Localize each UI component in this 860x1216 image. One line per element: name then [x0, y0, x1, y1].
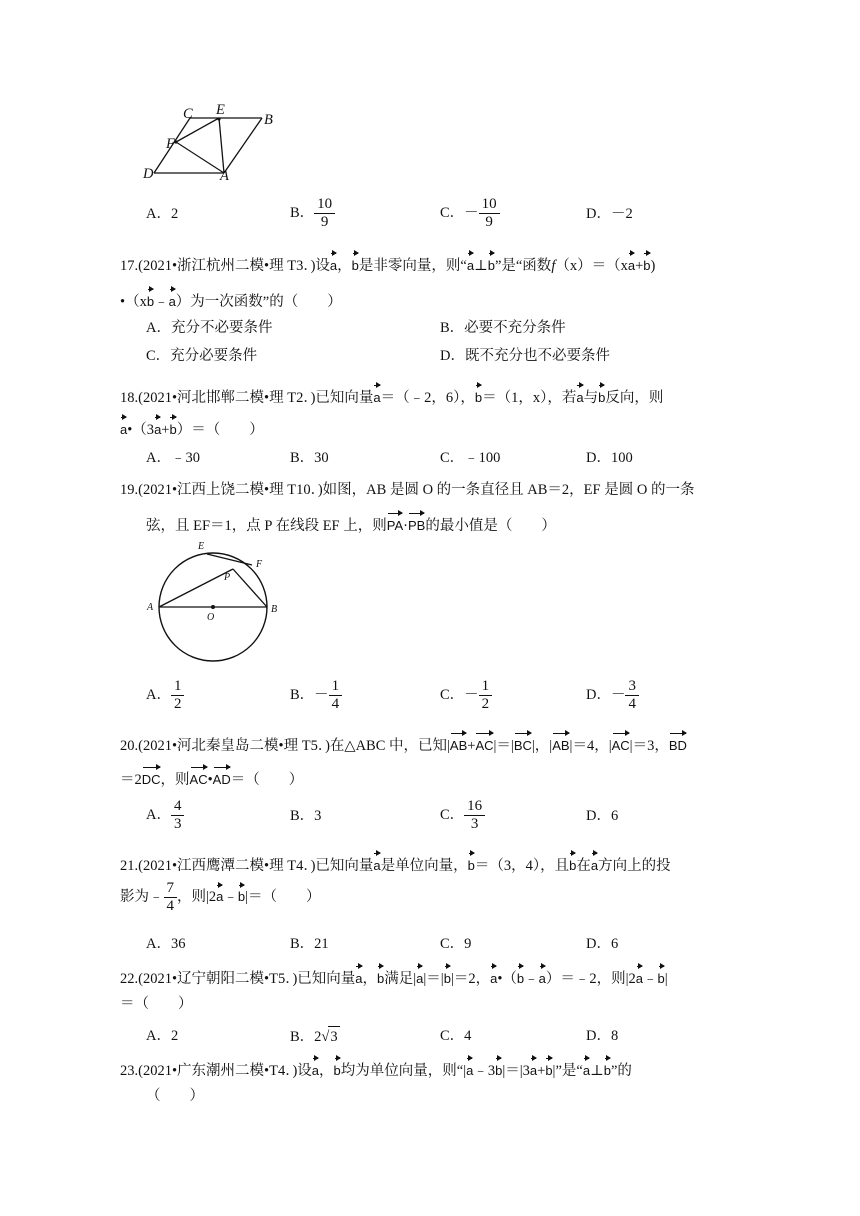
q18-option-c: C．﹣100 — [440, 450, 501, 466]
q19-option-c: C．－ $\frac{1}{2}$ — [440, 678, 492, 713]
q17-option-d: D．既不充分也不必要条件 — [440, 348, 610, 364]
q21-option-a: A．36 — [146, 936, 186, 952]
q22-option-b: B．2√3 — [290, 1026, 340, 1047]
q20-option-c: C． $\frac{16}{3}$ — [440, 798, 485, 833]
q20-option-a: A． $\frac{4}{3}$ — [146, 798, 184, 833]
q17-line2: •（xb﹣a）为一次函数”的（ ） — [120, 286, 342, 312]
label-c: C — [183, 106, 193, 122]
q22-option-a: A．2 — [146, 1028, 179, 1044]
q22-option-d: D．8 — [586, 1028, 619, 1044]
q16-option-b: B． $\frac{10}{9}$ — [290, 196, 335, 231]
q19-line2: 弦，且 EF＝1，点 P 在线段 EF 上，则PA·PB的最小值是（ ） — [146, 510, 556, 536]
label-f: F — [166, 136, 175, 152]
q20-line2: ＝2DC，则AC•AD＝（ ） — [120, 764, 303, 790]
q20-option-b: B．3 — [290, 808, 322, 824]
q22-line1: 22.(2021•辽宁朝阳二模•T5．)已知向量a，b满足|a|＝|b|＝2，a•（b﹣a）＝﹣2，则|2a﹣b| — [120, 963, 668, 989]
q23-line1: 23.(2021•广东潮州二模•T4．)设a，b均为单位向量，则“|a﹣3b|＝|3a+b|”是“a⊥b”的 — [120, 1055, 632, 1081]
q18-line2: a•（3a+b）＝（ ） — [120, 414, 264, 440]
q20-option-d: D．6 — [586, 808, 619, 824]
q21-option-c: C．9 — [440, 936, 472, 952]
q16-option-d: D．－2 — [586, 206, 633, 222]
q21-line2: 影为﹣ $\frac{7}{4}$ ，则|2a﹣b|＝（ ） — [120, 880, 321, 914]
q16-option-a: A．2 — [146, 206, 179, 222]
q19-option-b: B．－ $\frac{1}{4}$ — [290, 678, 342, 713]
q16-option-c: C．－ $\frac{10}{9}$ — [440, 196, 500, 231]
circle-label-p: P — [224, 572, 231, 583]
q17-option-c: C．充分必要条件 — [146, 348, 258, 364]
q19-option-a: A． $\frac{1}{2}$ — [146, 678, 184, 713]
q20-line1: 20.(2021•河北秦皇岛二模•理 T5．)在△ABC 中，已知|AB+AC|＝|BC|，|AB|＝4，|AC|＝3，BD — [120, 730, 687, 756]
circle-label-b: B — [271, 604, 278, 615]
q22-line2: ＝（ ） — [120, 996, 193, 1012]
circle-label-a: A — [147, 602, 154, 613]
q21-option-b: B．21 — [290, 936, 329, 952]
q18-line1: 18.(2021•河北邯郸二模•理 T2．)已知向量a＝（﹣2，6），b＝（1，x），若a与b反向，则 — [120, 382, 663, 408]
q17-option-a: A．充分不必要条件 — [146, 320, 273, 336]
q18-option-a: A．﹣30 — [146, 450, 200, 466]
q19-option-d: D．－ $\frac{3}{4}$ — [586, 678, 639, 713]
circle-label-f: F — [256, 559, 263, 570]
q22-option-c: C．4 — [440, 1028, 472, 1044]
q21-option-d: D．6 — [586, 936, 619, 952]
label-d: D — [143, 166, 154, 182]
label-a: A — [220, 168, 229, 184]
q17-option-b: B．必要不充分条件 — [440, 320, 566, 336]
q17-line1: 17.(2021•浙江杭州二模•理 T3．)设a，b是非零向量，则“a⊥b”是“函数f（x）＝（xa+b) — [120, 250, 655, 276]
label-b: B — [264, 112, 273, 128]
circle-figure — [140, 535, 290, 670]
q18-option-b: B．30 — [290, 450, 329, 466]
circle-label-e: E — [198, 541, 205, 552]
q19-line1: 19.(2021•江西上饶二模•理 T10．)如图，AB 是圆 O 的一条直径且 AB＝2，EF 是圆 O 的一条 — [120, 482, 695, 498]
q23-line2: （ ） — [146, 1088, 204, 1104]
q21-line1: 21.(2021•江西鹰潭二模•理 T4．)已知向量a是单位向量，b＝（3，4），且b在a方向上的投 — [120, 850, 671, 876]
q18-option-d: D．100 — [586, 450, 633, 466]
label-e: E — [216, 102, 225, 118]
circle-label-o: O — [207, 612, 215, 623]
